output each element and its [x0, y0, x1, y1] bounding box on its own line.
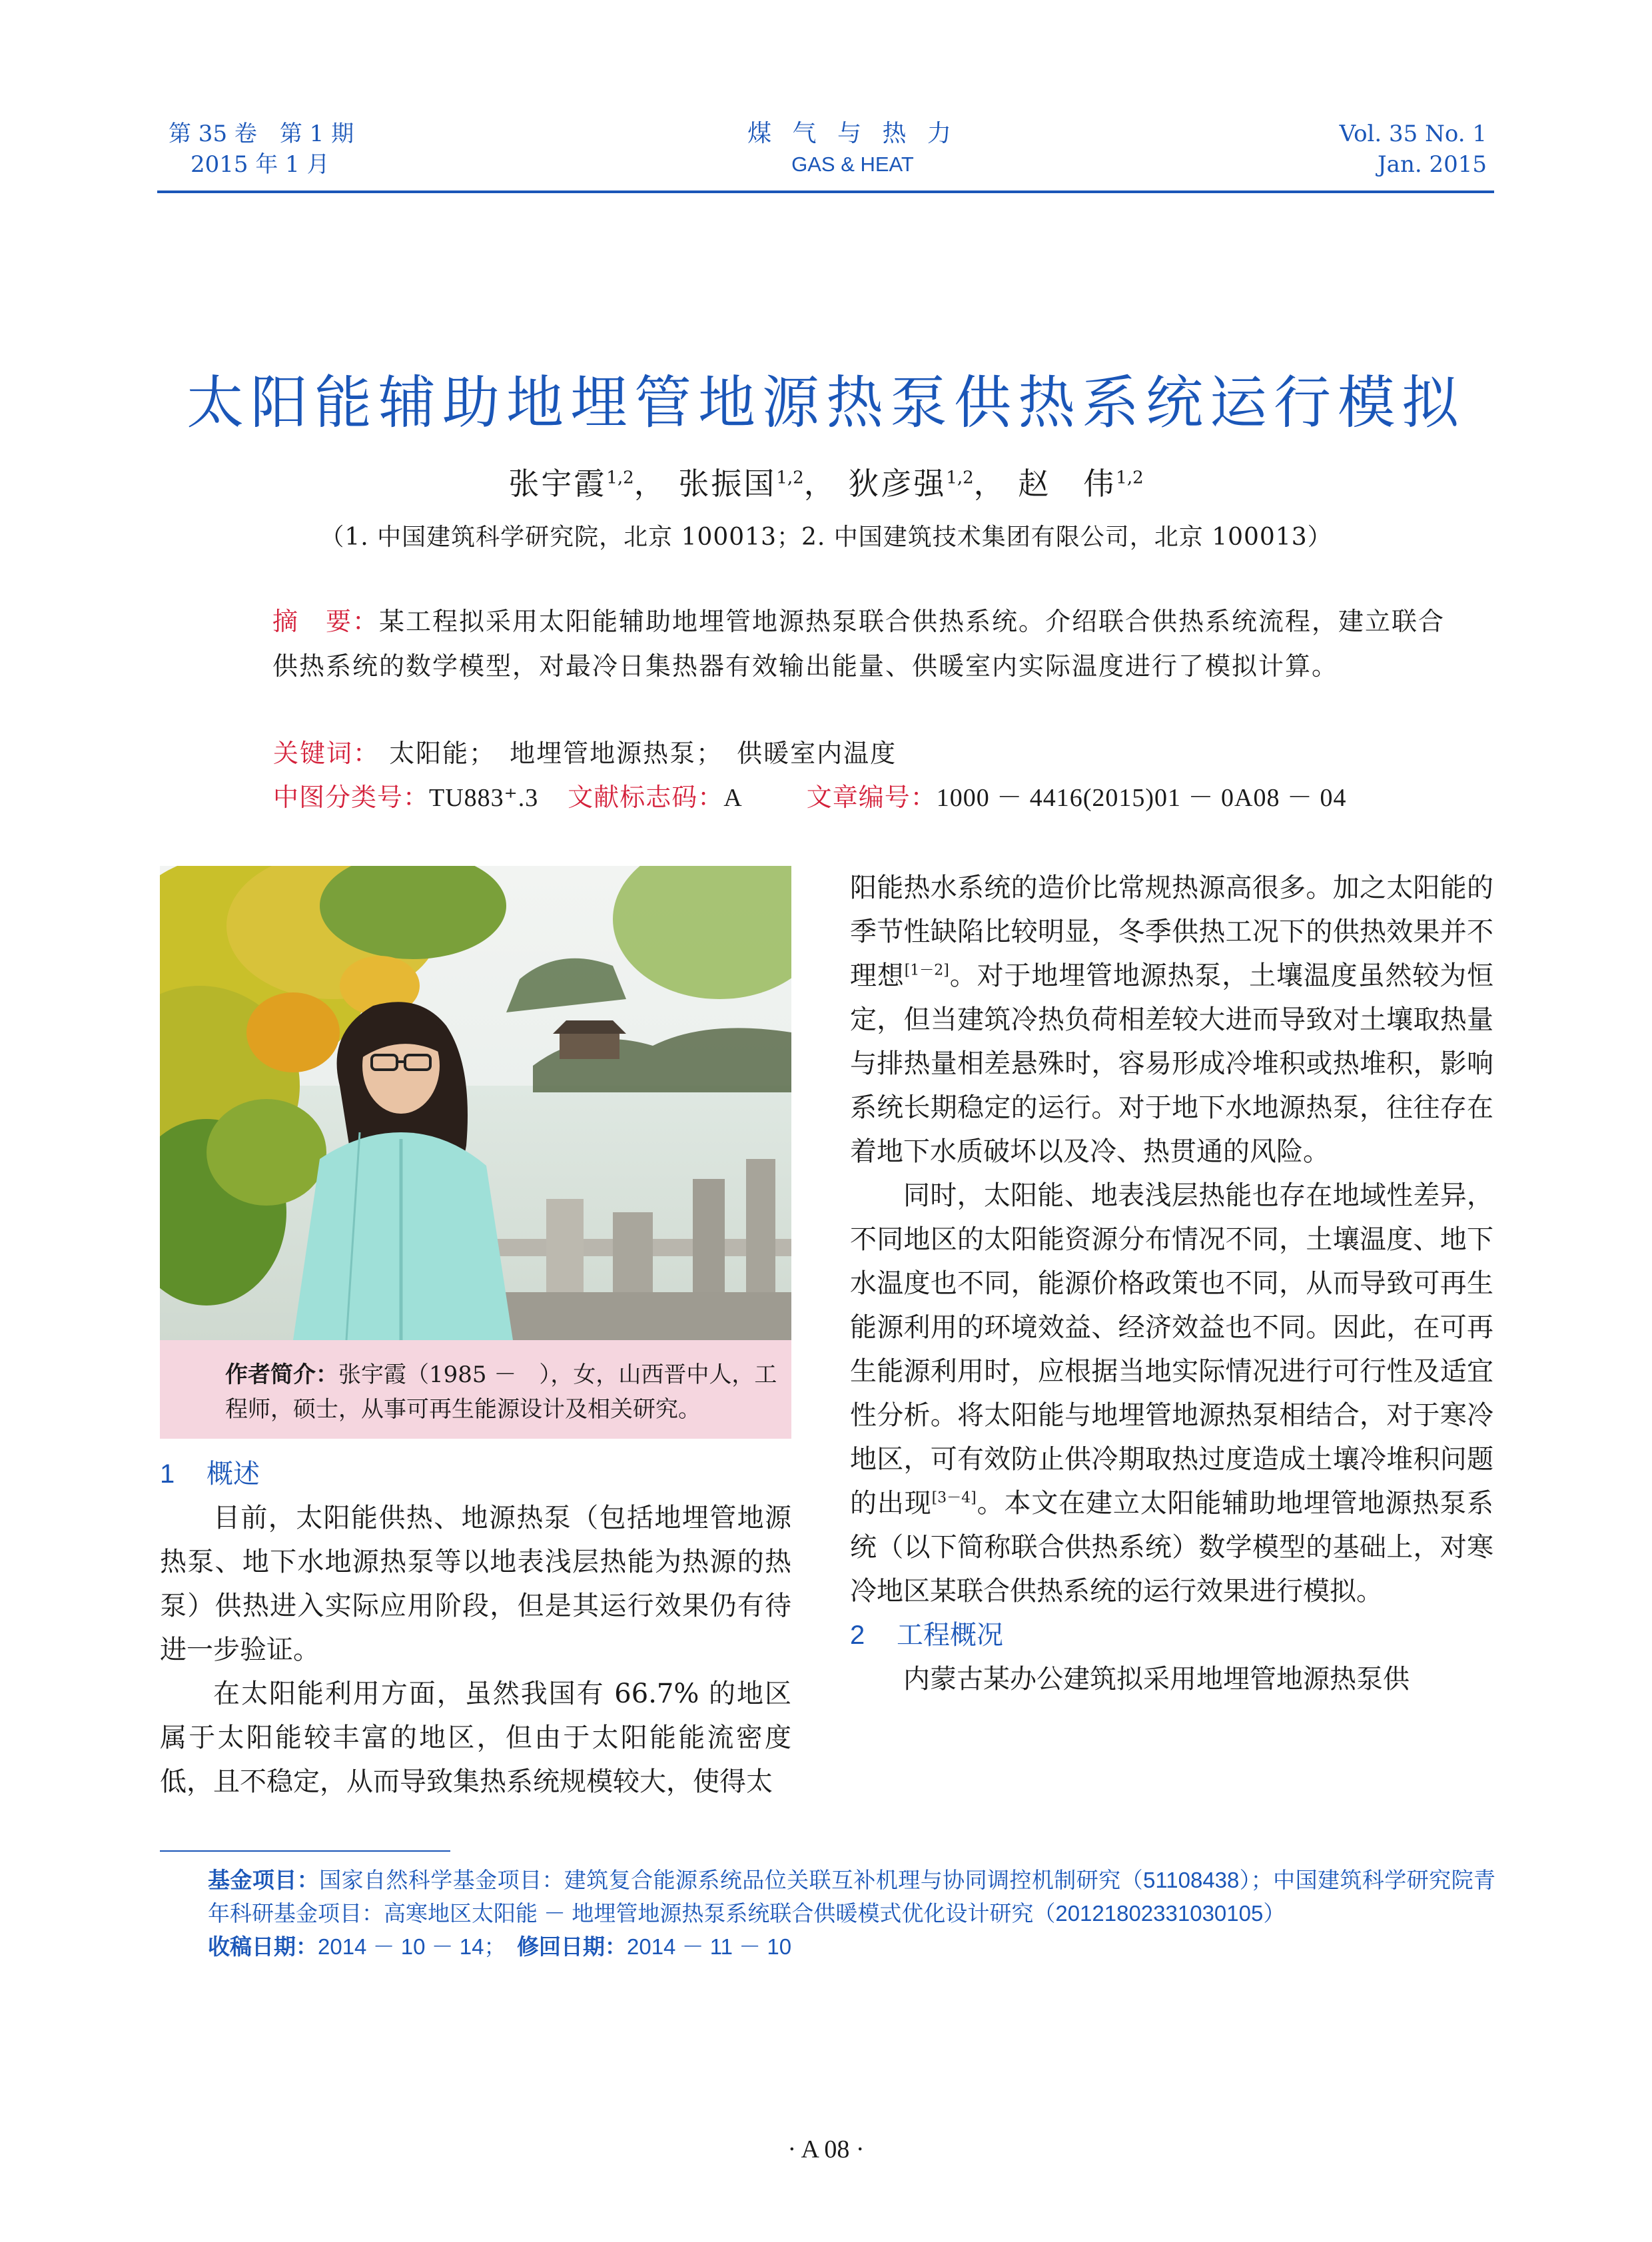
doc-code-label: 文献标志码： [568, 784, 724, 812]
doc-code-value: A [723, 784, 743, 812]
funding-label: 基金项目： [208, 1868, 320, 1892]
author-list [0, 460, 1652, 504]
keywords-label: 关键词： [273, 740, 380, 768]
author-name: 赵 伟 [1018, 466, 1116, 502]
article-title: 太阳能辅助地埋管地源热泵供热系统运行模拟 [187, 370, 1465, 436]
paragraph: 目前，太阳能供热、地源热泵（包括地埋管地源热泵、地下水地源热泵等以地表浅层热能为热源的热泵）供热进入实际应用阶段，但是其运行效果仍有待进一步验证。 [160, 1503, 791, 1665]
author-affiliation-mark: 1,2 [606, 468, 634, 488]
section-title: 工程概况 [897, 1621, 1003, 1650]
author-affiliation-mark: 1,2 [946, 468, 974, 488]
journal-name-en: GAS & HEAT [791, 153, 914, 176]
abstract-text: 某工程拟采用太阳能辅助地埋管地源热泵联合供热系统。介绍联合供热系统流程，建立联合供热系统的数学模型，对最冷日集热器有效输出能量、供暖室内实际温度进行了模拟计算。 [272, 607, 1446, 681]
running-header-center [666, 119, 1039, 180]
date-cn: 2015 年 1 月 [191, 151, 330, 178]
section-2-heading [850, 1613, 1493, 1657]
revised-label: 修回日期： [517, 1934, 627, 1959]
bio-text: 张宇霞（1985 － ），女，山西晋中人，工程师，硕士，从事可再生能源设计及相关研究。 [225, 1361, 777, 1423]
page-number: · A 08 · [787, 2135, 865, 2163]
bio-label: 作者简介： [225, 1362, 338, 1387]
author-bio-caption [160, 1340, 791, 1439]
date-en: Jan. 2015 [1378, 151, 1487, 178]
article-no-label: 文章编号： [806, 784, 937, 812]
footnote-rule [160, 1850, 450, 1852]
header-rule [157, 190, 1494, 193]
revised-date: 2014 － 11 － 10 [627, 1934, 792, 1959]
author-photo-illustration [160, 866, 791, 1340]
author-separator: ， [633, 466, 667, 502]
journal-name-cn: 煤 气 与 热 力 [747, 120, 958, 147]
abstract [202, 599, 1454, 688]
paragraph: 在太阳能利用方面，虽然我国有 66.7% 的地区属于太阳能较丰富的地区，但由于太阳能能流密度低，且不稳定，从而导致集热系统规模较大，使得太 [160, 1679, 791, 1797]
keywords-text: 太阳能； 地埋管地源热泵； 供暖室内温度 [389, 739, 897, 768]
received-date: 2014 － 10 － 14； [318, 1934, 495, 1959]
paragraph-text: 。本文在建立太阳能辅助地埋管地源热泵系统（以下简称联合供热系统）数学模型的基础上，对寒冷地区某联合供热系统的运行效果进行模拟。 [850, 1488, 1494, 1607]
clc-label: 中图分类号： [273, 784, 430, 812]
volume-issue-en: Vol. 35 No. 1 [1339, 121, 1487, 147]
citation[interactable]: [1－2] [904, 962, 949, 979]
abstract-label: 摘 要： [272, 608, 380, 636]
author-affiliation-mark: 1,2 [776, 468, 804, 488]
paragraph-text: 阳能热水系统的造价比常规热源高很多。加之太阳能的季节性缺陷比较明显，冬季供热工况下的供热效果并不理想 [850, 873, 1493, 991]
citation[interactable]: [3－4] [931, 1489, 977, 1507]
volume-issue-cn: 第 35 卷 第 1 期 [169, 121, 354, 147]
paragraph-text: 同时，太阳能、地表浅层热能也存在地域性差异，不同地区的太阳能资源分布情况不同，土壤温度、地下水温度也不同，能源价格政策也不同，从而导致可再生能源利用的环境效益、经济效益也不同。因此，在可再生能源利用时，应根据当地实际情况进行可行性及适宜性分析。将太阳能与地埋管地源热泵相结合，对于寒冷地区，可有效防止供冷期取热过度造成土壤冷堆积问题的出现 [850, 1180, 1493, 1519]
dates-note [160, 1930, 1495, 1964]
author-name: 张宇霞 [508, 466, 607, 502]
paragraph [850, 1174, 1493, 1613]
affiliations: （1. 中国建筑科学研究院，北京 100013；2. 中国建筑技术集团有限公司，北京 100013） [320, 524, 1332, 551]
section-title: 概述 [206, 1459, 260, 1489]
funding-text: 国家自然科学基金项目：建筑复合能源系统品位关联互补机理与协同调控机制研究（51108438）；中国建筑科学研究院青年科研基金项目：高寒地区太阳能 － 地埋管地源热泵系统联合供暖模式优化设计研究（20121802331030105） [208, 1868, 1496, 1926]
clc-value: TU883⁺.3 [429, 784, 539, 812]
right-column [850, 866, 1493, 1701]
classification-line [273, 777, 1346, 813]
running-header-left [169, 119, 354, 180]
left-column [160, 1452, 791, 1804]
author-photo [160, 866, 791, 1340]
section-number: 2 [850, 1621, 865, 1650]
funding-note [160, 1864, 1495, 1930]
author-name: 狄彦强 [848, 466, 947, 502]
author-separator: ， [803, 466, 837, 502]
paragraph [850, 866, 1493, 1174]
footnotes [160, 1864, 1495, 1964]
keywords [273, 733, 897, 769]
author-affiliation-mark: 1,2 [1116, 468, 1144, 488]
author-separator: ， [973, 466, 1007, 502]
section-1-heading [160, 1452, 791, 1496]
author-name: 张振国 [678, 466, 777, 502]
article-no-value: 1000 － 4416(2015)01 － 0A08 － 04 [936, 784, 1347, 812]
running-header-right [1340, 119, 1487, 180]
paragraph: 内蒙古某办公建筑拟采用地埋管地源热泵供 [903, 1664, 1410, 1694]
section-number: 1 [160, 1459, 175, 1489]
received-label: 收稿日期： [208, 1934, 318, 1959]
paragraph-text: 。对于地埋管地源热泵，土壤温度虽然较为恒定，但当建筑冷热负荷相差较大进而导致对土壤取热量与排热量相差悬殊时，容易形成冷堆积或热堆积，影响系统长期稳定的运行。对于地下水地源热泵，往往存在着地下水质破坏以及冷、热贯通的风险。 [850, 960, 1494, 1167]
